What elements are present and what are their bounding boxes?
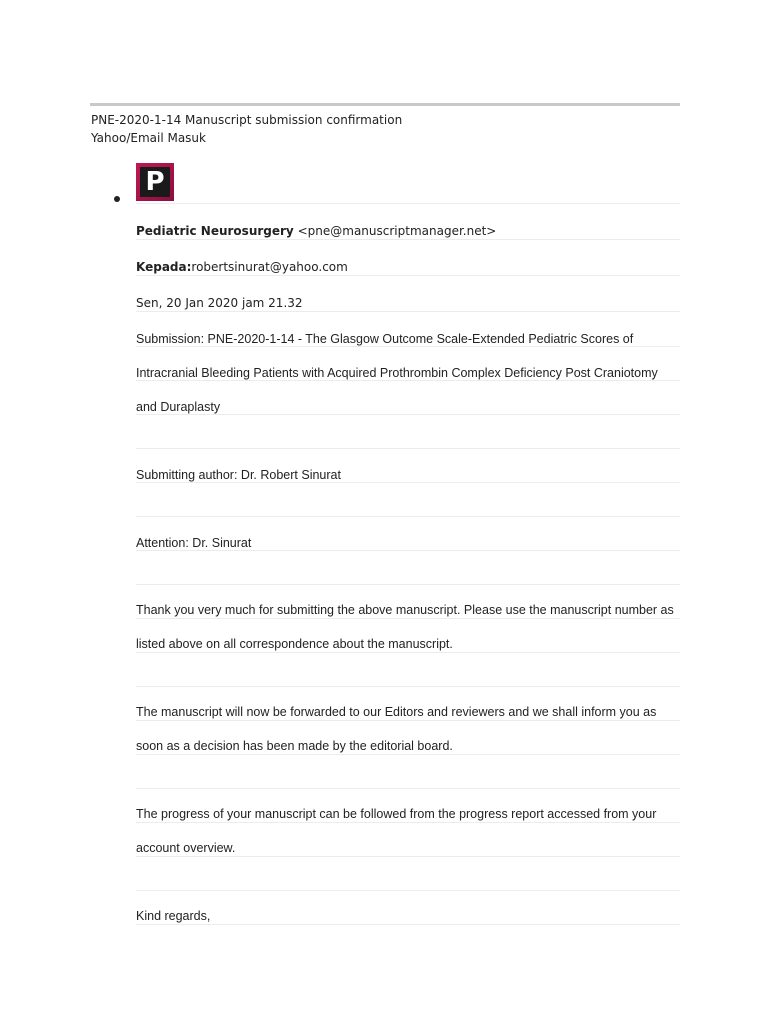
row-divider (136, 203, 680, 204)
email-date: Sen, 20 Jan 2020 jam 21.32 (136, 296, 303, 310)
row-divider (136, 516, 680, 517)
sender-address[interactable]: <pne@manuscriptmanager.net> (297, 224, 497, 238)
email-folder: Yahoo/Email Masuk (91, 131, 206, 145)
body-line: and Duraplasty (136, 400, 221, 414)
sender-name[interactable]: Pediatric Neurosurgery (136, 224, 294, 238)
body-line: soon as a decision has been made by the editorial board. (136, 739, 453, 753)
list-bullet (114, 196, 120, 202)
recipient-address[interactable]: robertsinurat@yahoo.com (191, 260, 348, 274)
body-line: Thank you very much for submitting the above manuscript. Please use the manuscript number as (136, 603, 674, 617)
body-line: The manuscript will now be forwarded to our Editors and reviewers and we shall inform you as (136, 705, 657, 719)
row-divider (136, 380, 680, 381)
recipient-label: Kepada: (136, 260, 192, 274)
row-divider (136, 448, 680, 449)
row-divider (136, 652, 680, 653)
body-line: Kind regards, (136, 909, 211, 923)
row-divider (136, 346, 680, 347)
recipient-line (136, 260, 348, 274)
header-divider (90, 103, 680, 106)
body-line: Attention: Dr. Sinurat (136, 536, 252, 550)
row-divider (136, 618, 680, 619)
avatar-letter: P (140, 167, 170, 197)
body-line: account overview. (136, 841, 236, 855)
body-line: Submission: PNE-2020-1-14 - The Glasgow Outcome Scale-Extended Pediatric Scores of (136, 332, 634, 346)
row-divider (136, 275, 680, 276)
body-line: The progress of your manuscript can be followed from the progress report accessed from your (136, 807, 657, 821)
row-divider (136, 414, 680, 415)
email-subject: PNE-2020-1-14 Manuscript submission confirmation (91, 113, 403, 127)
row-divider (136, 924, 680, 925)
row-divider (136, 482, 680, 483)
row-divider (136, 788, 680, 789)
row-divider (136, 890, 680, 891)
row-divider (136, 584, 680, 585)
row-divider (136, 550, 680, 551)
row-divider (136, 856, 680, 857)
sender-line (136, 224, 496, 238)
body-line: listed above on all correspondence about the manuscript. (136, 637, 453, 651)
row-divider (136, 720, 680, 721)
row-divider (136, 754, 680, 755)
row-divider (136, 686, 680, 687)
row-divider (136, 239, 680, 240)
sender-avatar[interactable] (136, 163, 174, 201)
body-line: Submitting author: Dr. Robert Sinurat (136, 468, 341, 482)
row-divider (136, 822, 680, 823)
body-line: Intracranial Bleeding Patients with Acquired Prothrombin Complex Deficiency Post Craniotomy (136, 366, 658, 380)
row-divider (136, 311, 680, 312)
